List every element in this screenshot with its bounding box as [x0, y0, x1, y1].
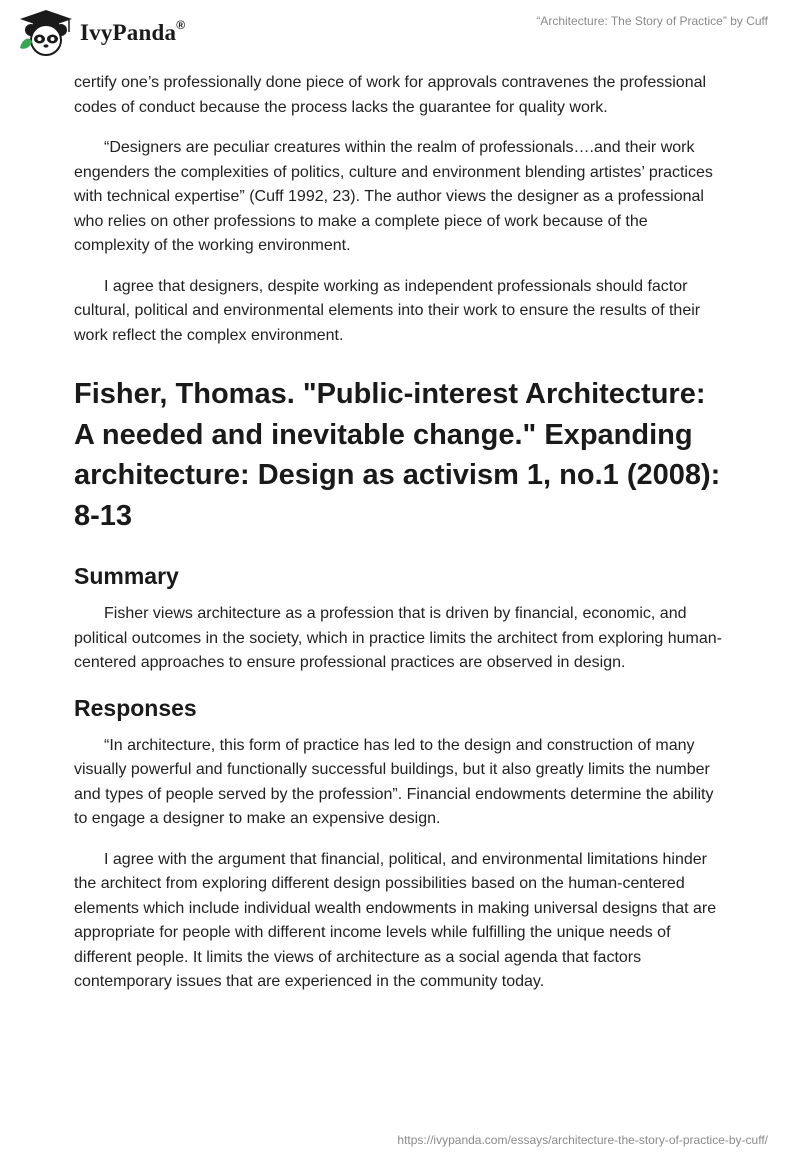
summary-heading: Summary — [74, 563, 179, 589]
registered-mark: ® — [176, 18, 186, 33]
ivypanda-logo-link[interactable] — [16, 8, 185, 58]
responses-heading: Responses — [74, 694, 197, 721]
essay-content — [74, 71, 726, 1011]
paragraph-continuation: certify one’s professionally done piece of work for approvals contravenes the professional codes of conduct because the process lacks the guarantee for quality work. — [74, 74, 707, 116]
summary-paragraph: Fisher views architecture as a profession that is driven by financial, economic, and political outcomes in the society, which in practice limits the architect from exploring human-centered approaches to ensure professional practices are observed in design. — [74, 605, 722, 671]
page-header — [0, 0, 800, 70]
paragraph-designers-quote: “Designers are peculiar creatures within the realm of professionals….and their work engenders the complexities of politics, culture and environment blending artistes’ practices with technical expertise” (Cuff 1992, 23). The author views the designer as a professional who relies on other professions to make a complete piece of work because of the complexity of the working environment. — [74, 139, 713, 254]
document-title: “Architecture: The Story of Practice” by Cuff — [536, 14, 768, 28]
paragraph-agreement: I agree that designers, despite working as independent professionals should factor cultural, political and environmental elements into their work to ensure the results of their work reflect the complex environment. — [74, 277, 701, 344]
section-heading-fisher: Fisher, Thomas. "Public-interest Architecture: A needed and inevitable change." Expanding architecture: Design as activism 1, no.1 (2008): 8-13 — [74, 378, 721, 532]
responses-paragraph-agreement: I agree with the argument that financial, political, and environmental limitations hinder the architect from exploring different design possibilities based on the human-centered elements which include individual wealth endowments in making universal designs that are appropriate for people with different income levels while fulfilling the unique needs of different people. It limits the views of architecture as a social agenda that factors contemporary issues that are experienced in the community today. — [74, 850, 717, 990]
panda-logo-icon — [16, 8, 76, 58]
source-url-link[interactable]: https://ivypanda.com/essays/architecture-the-story-of-practice-by-cuff/ — [397, 1133, 768, 1147]
responses-paragraph-quote: “In architecture, this form of practice has led to the design and construction of many visually powerful and functionally successful buildings, but it also greatly limits the number and types of people served by the profession”. Financial endowments determine the ability to engage a designer to make an expensive design. — [74, 736, 714, 827]
brand-name: IvyPanda® — [80, 18, 186, 45]
